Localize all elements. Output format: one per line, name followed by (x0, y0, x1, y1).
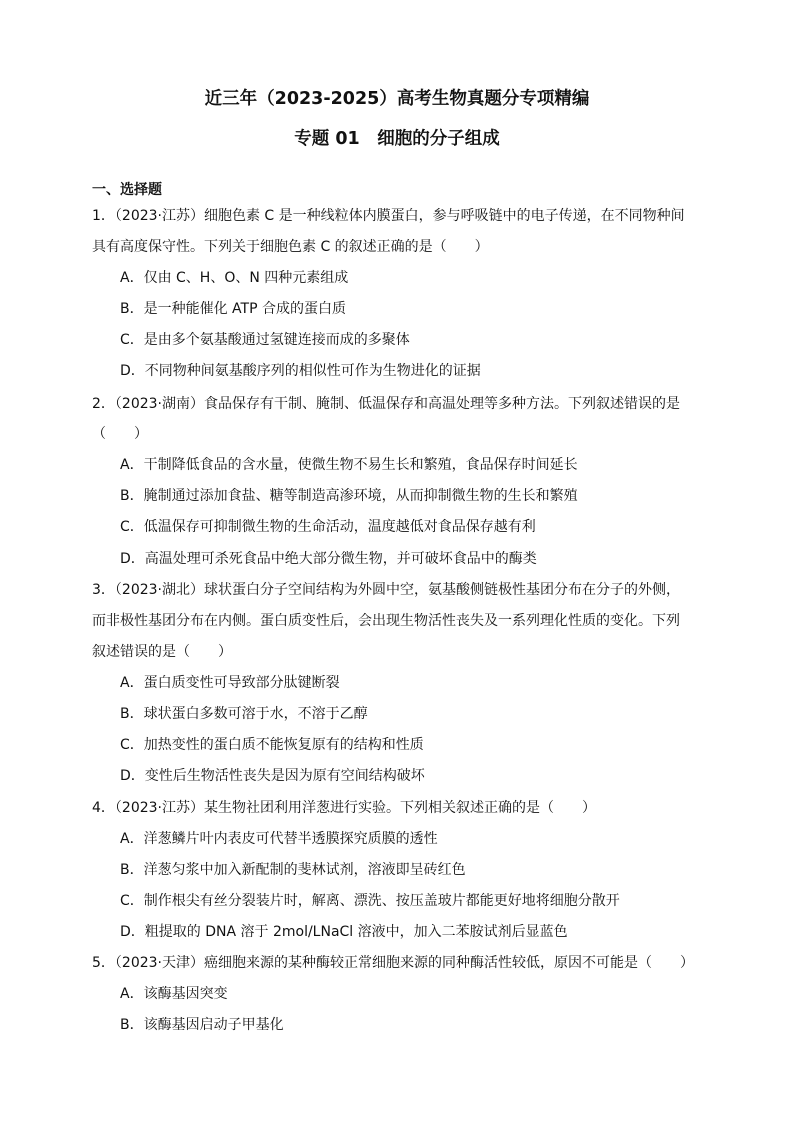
document-title: 近三年（2023-2025）高考生物真题分专项精编 (204, 89, 590, 109)
question-1-option-d: D．不同物种间氨基酸序列的相似性可作为生物进化的证据 (120, 363, 481, 379)
question-1-line-1: 1．（2023·江苏）细胞色素 C 是一种线粒体内膜蛋白，参与呼吸链中的电子传递，在不同物种间 (92, 208, 685, 224)
question-5-line-1: 5．（2023·天津）癌细胞来源的某种酶较正常细胞来源的同种酶活性较低，原因不可能是（ ） (92, 955, 694, 971)
question-3-line-1: 3．（2023·湖北）球状蛋白分子空间结构为外圆中空，氨基酸侧链极性基团分布在分子的外侧， (92, 582, 680, 598)
question-3-option-d: D．变性后生物活性丧失是因为原有空间结构破坏 (120, 768, 425, 784)
document-subtitle: 专题 01 细胞的分子组成 (294, 129, 500, 149)
question-2-option-a: A．干制降低食品的含水量，使微生物不易生长和繁殖，食品保存时间延长 (120, 457, 578, 473)
question-4-line-1: 4．（2023·江苏）某生物社团利用洋葱进行实验。下列相关叙述正确的是（ ） (92, 800, 596, 816)
question-4-option-c: C．制作根尖有丝分裂装片时，解离、漂洗、按压盖玻片都能更好地将细胞分散开 (120, 893, 620, 909)
question-4-option-b: B．洋葱匀浆中加入新配制的斐林试剂，溶液即呈砖红色 (120, 862, 466, 878)
question-1-option-a: A．仅由 C、H、O、N 四种元素组成 (120, 270, 349, 286)
question-2-option-c: C．低温保存可抑制微生物的生命活动，温度越低对食品保存越有利 (120, 519, 536, 535)
question-4-option-a: A．洋葱鳞片叶内表皮可代替半透膜探究质膜的透性 (120, 831, 438, 847)
question-4-option-d: D．粗提取的 DNA 溶于 2mol/LNaCl 溶液中，加入二苯胺试剂后显蓝色 (120, 924, 568, 940)
question-2-line-1: 2．（2023·湖南）食品保存有干制、腌制、低温保存和高温处理等多种方法。下列叙述错误的是 (92, 396, 680, 412)
question-3-option-b: B．球状蛋白多数可溶于水，不溶于乙醇 (120, 706, 368, 722)
question-1-line-2: 具有高度保守性。下列关于细胞色素 C 的叙述正确的是（ ） (92, 239, 489, 255)
question-1-option-c: C．是由多个氨基酸通过氢键连接而成的多聚体 (120, 332, 410, 348)
section-heading: 一、选择题 (92, 182, 162, 198)
question-2-line-2: （ ） (92, 426, 148, 442)
question-3-line-2: 而非极性基团分布在内侧。蛋白质变性后，会出现生物活性丧失及一系列理化性质的变化。下列 (92, 613, 680, 629)
question-1-option-b: B．是一种能催化 ATP 合成的蛋白质 (120, 301, 346, 317)
question-2-option-d: D．高温处理可杀死食品中绝大部分微生物，并可破坏食品中的酶类 (120, 551, 537, 567)
question-2-option-b: B．腌制通过添加食盐、糖等制造高渗环境，从而抑制微生物的生长和繁殖 (120, 488, 578, 504)
question-5-option-a: A．该酶基因突变 (120, 986, 228, 1002)
question-5-option-b: B．该酶基因启动子甲基化 (120, 1017, 284, 1033)
question-3-option-a: A．蛋白质变性可导致部分肽键断裂 (120, 675, 340, 691)
question-3-line-3: 叙述错误的是（ ） (92, 644, 232, 660)
question-3-option-c: C．加热变性的蛋白质不能恢复原有的结构和性质 (120, 737, 424, 753)
